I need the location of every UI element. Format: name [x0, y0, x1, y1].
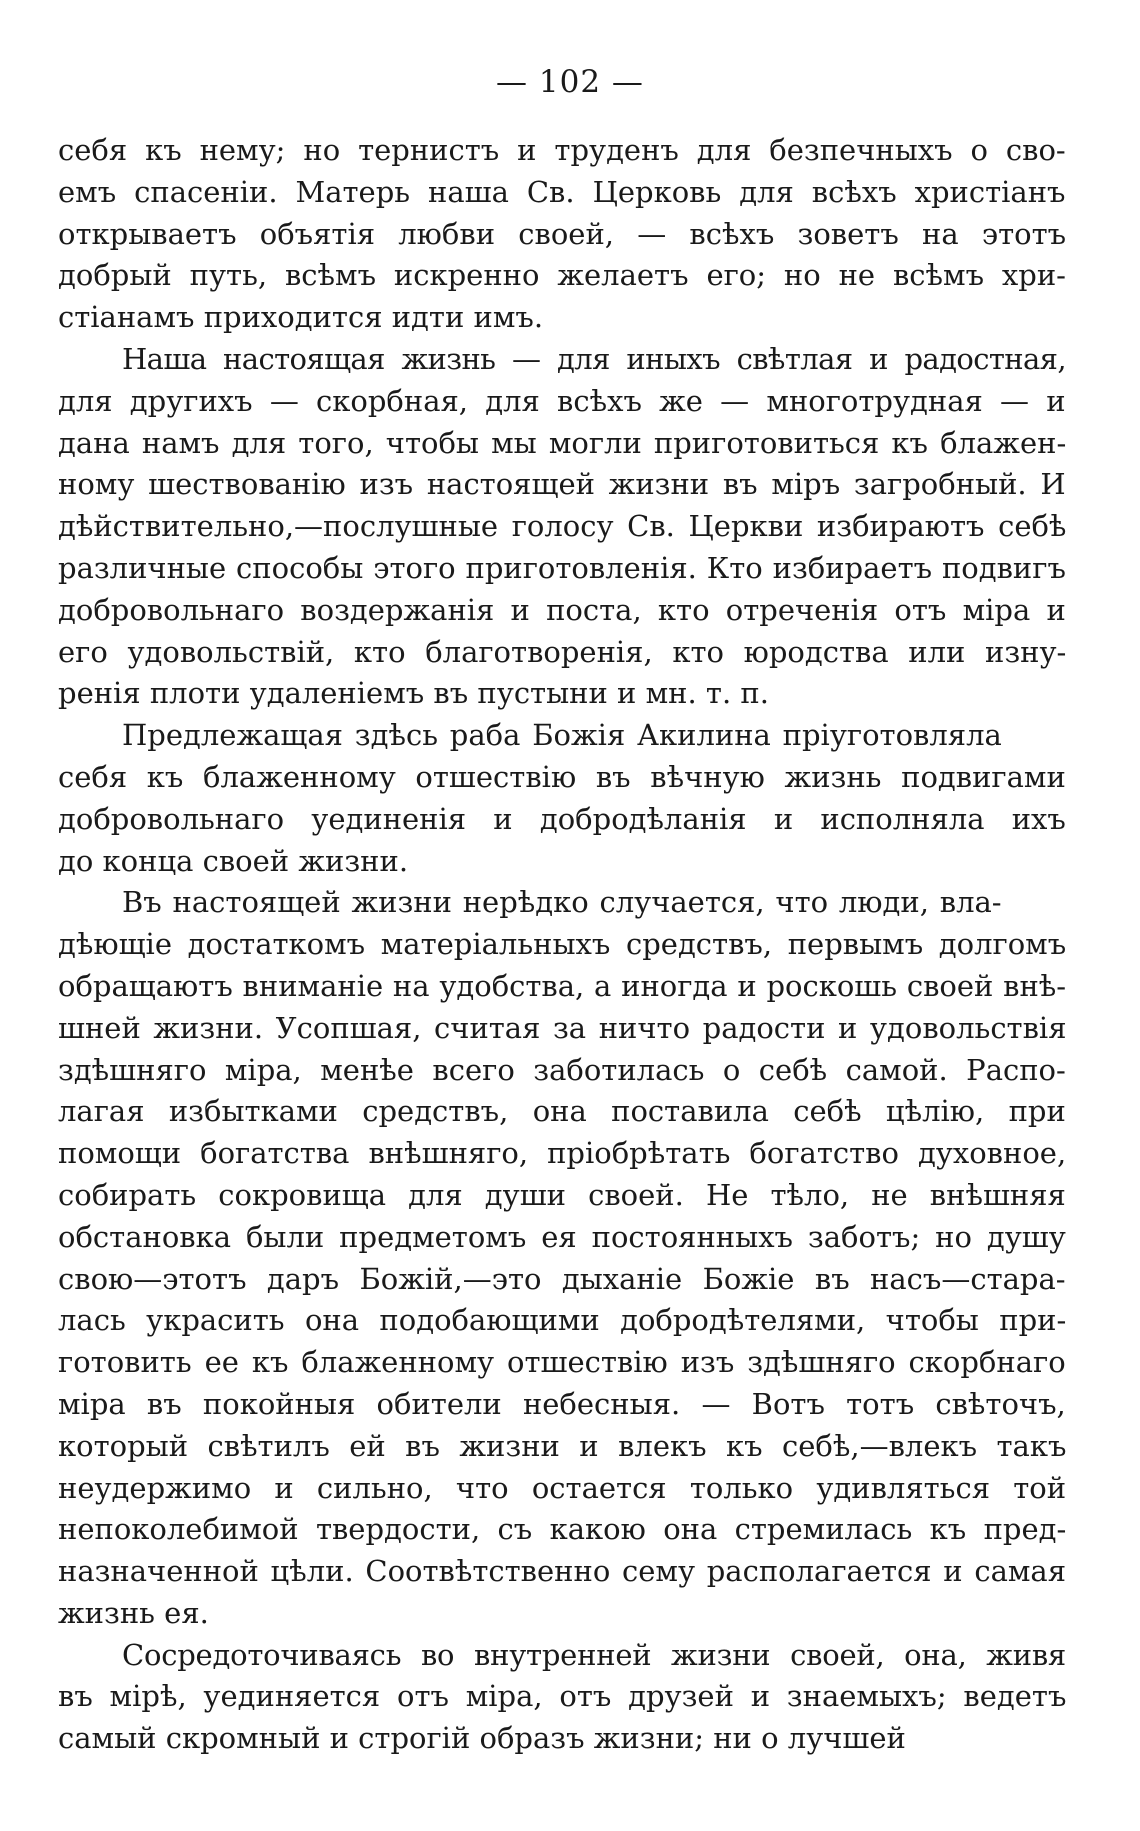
paragraph — [58, 130, 1066, 339]
paragraph — [58, 1635, 1066, 1760]
text-line: назначенной цѣли. Соотвѣтственно сему располагается и самая — [58, 1554, 1066, 1589]
text-line: до конца своей жизни. — [58, 843, 409, 878]
text-line: различные способы этого приготовленія. Кто избираетъ подвигъ — [58, 550, 1066, 585]
text-line: ренія плоти удаленіемъ въ пустыни и мн. т. п. — [58, 676, 769, 711]
text-line: добровольнаго уединенія и добродѣланія и исполняла ихъ — [58, 801, 1066, 836]
text-line: непоколебимой твердости, съ какою она стремилась къ пред- — [58, 1512, 1066, 1547]
text-line: его удовольствій, кто благотворенія, кто юродства или изну- — [58, 634, 1066, 669]
text-line: готовить ее къ блаженному отшествію изъ здѣшняго скорбнаго — [58, 1345, 1066, 1380]
text-line: свою—этотъ даръ Божій,—это дыханіе Божіе въ насъ—стара- — [58, 1261, 1066, 1296]
paragraph — [58, 715, 1066, 882]
text-line: стіанамъ приходится идти имъ. — [58, 300, 544, 335]
text-line: который свѣтилъ ей въ жизни и влекъ къ себѣ,—влекъ такъ — [58, 1428, 1066, 1463]
text-line: Въ настоящей жизни нерѣдко случается, что люди, вла- — [122, 885, 1002, 920]
paragraph — [58, 339, 1066, 715]
paragraph — [58, 882, 1066, 1634]
text-line: здѣшняго міра, менѣе всего заботилась о себѣ самой. Распо- — [58, 1052, 1066, 1087]
text-line: открываетъ объятія любви своей, — всѣхъ зоветъ на этотъ — [58, 216, 1066, 251]
text-line: для другихъ — скорбная, для всѣхъ же — многотрудная — и — [58, 383, 1066, 418]
text-line: добровольнаго воздержанія и поста, кто отреченія отъ міра и — [58, 592, 1066, 627]
page-number: — 102 — — [496, 64, 644, 100]
text-line: добрый путь, всѣмъ искренно желаетъ его; но не всѣмъ хри- — [58, 258, 1066, 293]
text-line: Наша настоящая жизнь — для иныхъ свѣтлая и радостная, — [122, 341, 1066, 376]
text-line: въ мірѣ, уединяется отъ міра, отъ друзей и знаемыхъ; ведетъ — [58, 1679, 1066, 1714]
text-body — [58, 130, 1066, 1760]
text-line: помощи богатства внѣшняго, пріобрѣтать богатство духовное, — [58, 1136, 1066, 1171]
text-line: самый скромный и строгій образъ жизни; ни о лучшей — [58, 1721, 906, 1756]
text-line: ному шествованію изъ настоящей жизни въ міръ загробный. И — [58, 467, 1066, 502]
text-line: дѣйствительно,—послушные голосу Св. Церкви избираютъ себѣ — [58, 509, 1066, 544]
text-line: Предлежащая здѣсь раба Божія Акилина пріуготовляла — [122, 718, 1002, 753]
text-line: емъ спасеніи. Матерь наша Св. Церковь для всѣхъ христіанъ — [58, 174, 1066, 209]
text-line: шней жизни. Усопшая, считая за ничто радости и удовольствія — [58, 1010, 1066, 1045]
text-line: себя къ блаженному отшествію въ вѣчную жизнь подвигами — [58, 759, 1066, 794]
text-line: жизнь ея. — [58, 1595, 209, 1630]
text-line: лась украсить она подобающими добродѣтелями, чтобы при- — [58, 1303, 1066, 1338]
text-line: дѣющіе достаткомъ матеріальныхъ средствъ, первымъ долгомъ — [58, 927, 1066, 962]
text-line: неудержимо и сильно, что остается только удивляться той — [58, 1470, 1066, 1505]
text-line: лагая избытками средствъ, она поставила себѣ цѣлію, при — [58, 1094, 1066, 1129]
text-line: дана намъ для того, чтобы мы могли приготовиться къ блажен- — [58, 425, 1066, 460]
text-line: обращаютъ вниманіе на удобства, а иногда и роскошь своей внѣ- — [58, 968, 1066, 1003]
text-line: собирать сокровища для души своей. Не тѣло, не внѣшняя — [58, 1177, 1066, 1212]
text-line: міра въ покойныя обители небесныя. — Вотъ тотъ свѣточъ, — [58, 1386, 1066, 1421]
text-line: обстановка были предметомъ ея постоянныхъ заботъ; но душу — [58, 1219, 1066, 1254]
text-line: себя къ нему; но тернистъ и труденъ для безпечныхъ о сво- — [58, 133, 1066, 167]
text-line: Сосредоточиваясь во внутренней жизни своей, она, живя — [122, 1637, 1066, 1672]
